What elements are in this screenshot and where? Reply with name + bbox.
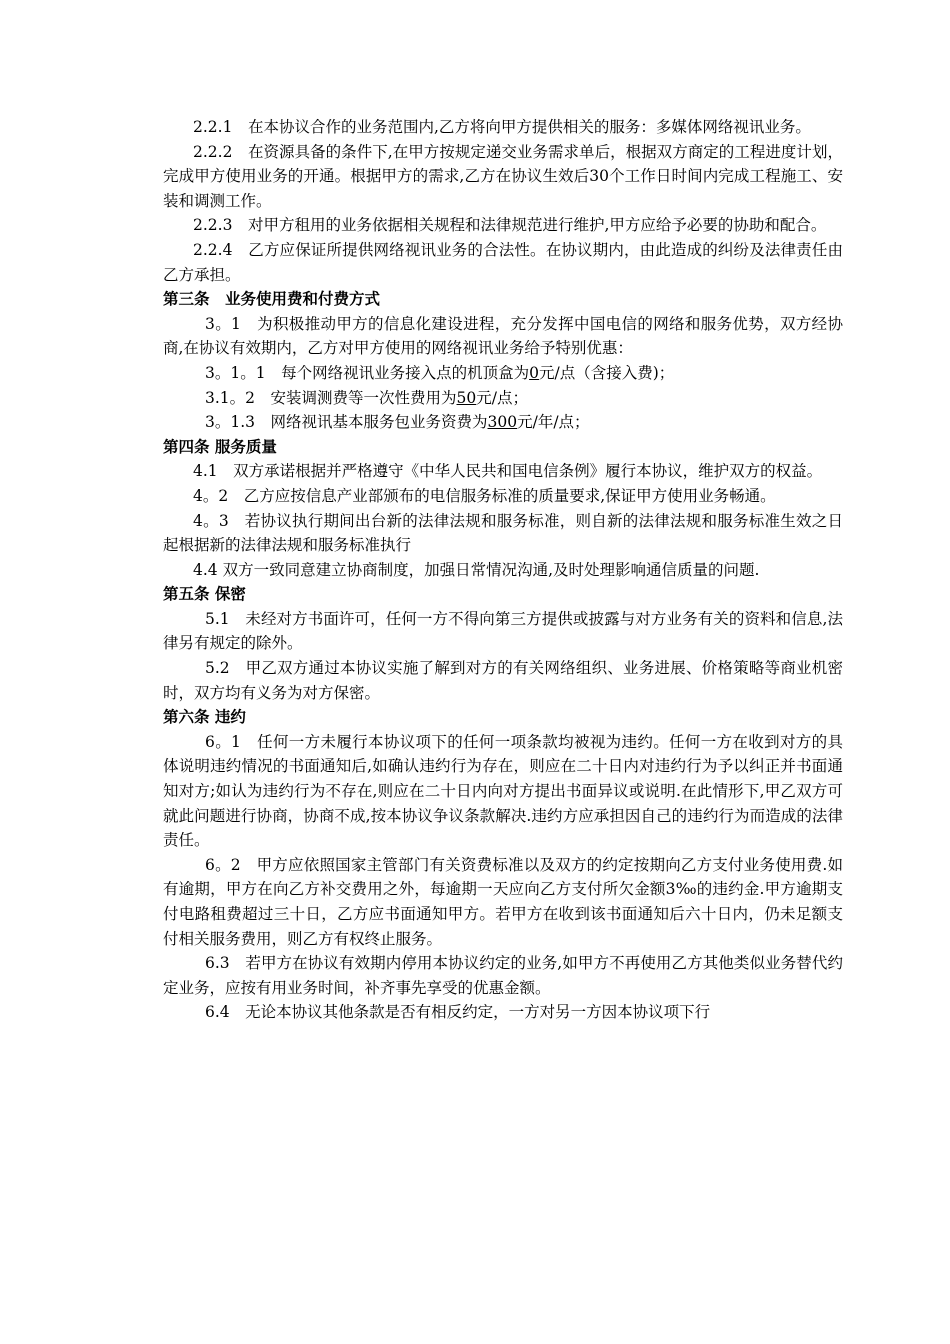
clause-3-1-3-unit: 元/年/点； [517, 413, 590, 432]
clause-3-1-2-text: 3.1。2 安装调测费等一次性费用为 [205, 388, 457, 407]
clause-5-1: 5.1 未经对方书面许可，任何一方不得向第三方提供或披露与对方业务有关的资料和信息,法律另有规定的除外。 [163, 609, 843, 653]
clause-4-1: 4.1 双方承诺根据并严格遵守《中华人民共和国电信条例》履行本协议，维护双方的权益。 [193, 462, 823, 481]
clause-4-3: 4。3 若协议执行期间出台新的法律法规和服务标准，则自新的法律法规和服务标准生效之日起根据新的法律法规和服务标准执行 [163, 511, 843, 555]
clause-3-1-3 [163, 410, 843, 435]
document-body [163, 115, 843, 1025]
article-3-heading: 第三条 业务使用费和付费方式 [163, 290, 381, 309]
article-4-heading: 第四条 服务质量 [163, 437, 277, 456]
clause-3-1-2-price: 50 [456, 388, 477, 407]
clause-4-2: 4。2 乙方应按信息产业部颁布的电信服务标准的质量要求,保证甲方使用业务畅通。 [193, 486, 776, 505]
clause-2-2-2: 2.2.2 在资源具备的条件下,在甲方按规定递交业务需求单后，根据双方商定的工程进度计划，完成甲方使用业务的开通。根据甲方的需求,乙方在协议生效后30个工作日时间内完成工程施工、安装和调测工作。 [163, 142, 843, 210]
clause-3-1-3-text: 3。1.3 网络视讯基本服务包业务资费为 [205, 413, 488, 432]
clause-2-2-1: 2.2.1 在本协议合作的业务范围内,乙方将向甲方提供相关的服务：多媒体网络视讯业务。 [193, 118, 811, 136]
clause-4-4: 4.4 双方一致同意建立协商制度，加强日常情况沟通,及时处理影响通信质量的问题. [193, 560, 760, 579]
clause-2-2-3: 2.2.3 对甲方租用的业务依据相关规程和法律规范进行维护,甲方应给予必要的协助和配合。 [193, 216, 827, 235]
clause-6-2: 6。2 甲方应依照国家主管部门有关资费标准以及双方的约定按期向乙方支付业务使用费.如有逾期，甲方在向乙方补交费用之外，每逾期一天应向乙方支付所欠金额3‰的违约金.甲方逾期支付电路租费超过三十日，乙方应书面通知甲方。若甲方在收到该书面通知后六十日内，仍未足额支付相关服务费用，则乙方有权终止服务。 [163, 855, 843, 948]
clause-3-1-3-price: 300 [487, 413, 518, 432]
clause-6-3: 6.3 若甲方在协议有效期内停用本协议约定的业务,如甲方不再使用乙方其他类似业务替代约定业务，应按有用业务时间，补齐事先享受的优惠金额。 [163, 954, 843, 997]
clause-3-1-1-text: 3。1。1 每个网络视讯业务接入点的机顶盒为 [205, 363, 530, 382]
article-6-heading: 第六条 违约 [163, 708, 246, 727]
clause-3-1-1-price: 0 [529, 363, 539, 382]
clause-5-2: 5.2 甲乙双方通过本协议实施了解到对方的有关网络组织、业务进展、价格策略等商业机密时，双方均有义务为对方保密。 [163, 659, 843, 702]
article-5-heading: 第五条 保密 [163, 585, 246, 604]
clause-3-1-2-unit: 元/点； [476, 388, 528, 407]
clause-3-1-2 [163, 386, 843, 411]
clause-2-2-4: 2.2.4 乙方应保证所提供网络视讯业务的合法性。在协议期内，由此造成的纠纷及法律责任由乙方承担。 [163, 240, 843, 284]
clause-3-1-1 [163, 361, 843, 386]
clause-6-1: 6。1 任何一方未履行本协议项下的任何一项条款均被视为违约。任何一方在收到对方的具体说明违约情况的书面通知后,如确认违约行为存在，则应在二十日内对违约行为予以纠正并书面通知对方;如认为违约行为不存在,则应在二十日内向对方提出书面异议或说明.在此情形下,甲乙双方可就此问题进行协商，协商不成,按本协议争议条款解决.违约方应承担因自己的违约行为而造成的法律责任。 [163, 732, 843, 850]
clause-3-1: 3。1 为积极推动甲方的信息化建设进程，充分发挥中国电信的网络和服务优势，双方经协商,在协议有效期内，乙方对甲方使用的网络视讯业务给予特别优惠： [163, 314, 843, 358]
clause-3-1-1-unit: 元/点（含接入费)； [538, 363, 675, 382]
clause-6-4: 6.4 无论本协议其他条款是否有相反约定，一方对另一方因本协议项下行 [205, 1003, 711, 1022]
